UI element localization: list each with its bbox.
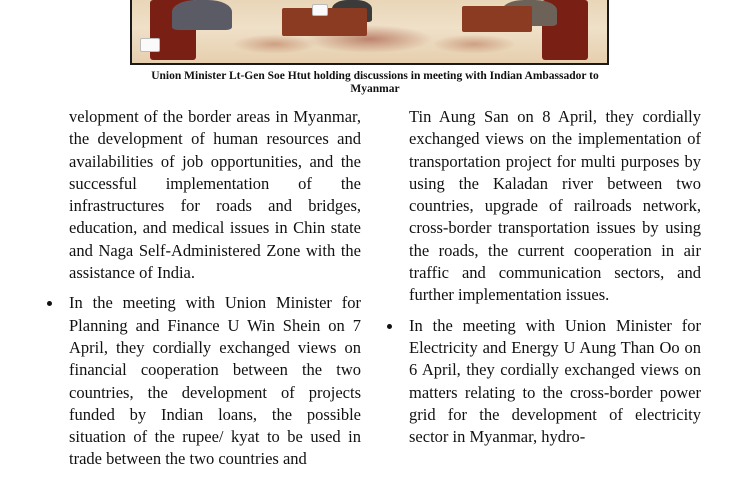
photo-caption: Union Minister Lt-Gen Soe Htut holding discussions in meeting with Indian Ambassador to Myanmar <box>151 70 599 95</box>
left-continued-paragraph: velopment of the border areas in Myanmar, the development of human resources and availabilities of job opportunities, and the successful implementation of the infrastructures for roads and bridges, education, and medical issues in Chin state and Naga Self-Administered Zone with the assistance of India. <box>69 107 361 283</box>
right-column <box>409 106 701 456</box>
left-bullet-paragraph: In the meeting with Union Minister for Planning and Finance U Win Shein on 7 April, they cordially exchanged views on financial cooperation between the two countries, the development of projects funded by Indian loans, the possible situation of the rupee/ kyat to be used in trade between the two countries and <box>69 292 361 470</box>
right-continued-paragraph: Tin Aung San on 8 April, they cordially exchanged views on the implementation of transportation project for multi purposes by using the Kaladan river between two countries, upgrade of railroads network, cross-border transportation issues by using the roads, the current cooperation in air traffic and communication sectors, and further implementation issues. <box>409 107 701 305</box>
photo-teacup <box>312 4 328 16</box>
right-bullet-paragraph: In the meeting with Union Minister for Electricity and Energy U Aung Than Oo on 6 April, they cordially exchanged views on matters relating to the cross-border power grid for the development of electricity sector in Myanmar, hydro- <box>409 315 701 449</box>
photo-table-right <box>462 6 532 32</box>
photo-person-left <box>172 0 232 30</box>
left-column <box>69 106 361 479</box>
meeting-photo <box>130 0 609 65</box>
photo-teacup-corner <box>140 38 160 52</box>
